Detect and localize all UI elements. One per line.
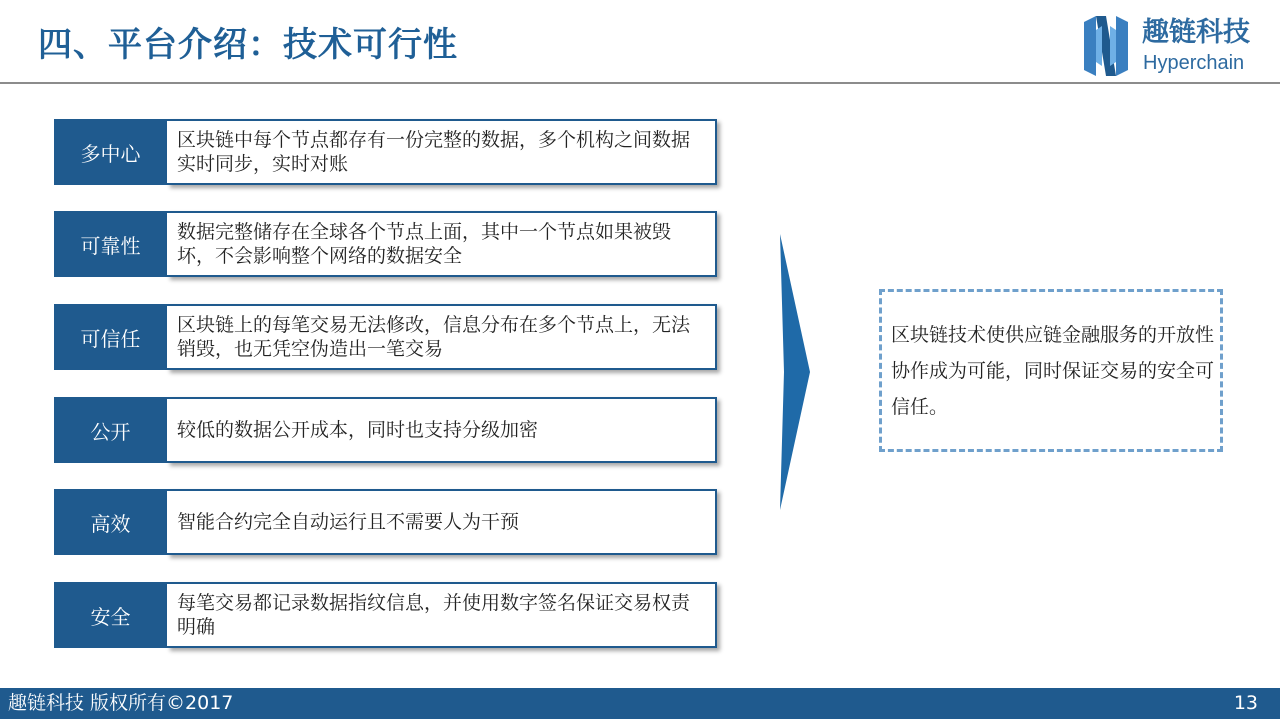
feature-row-public — [54, 397, 709, 463]
feature-description-box — [167, 304, 717, 370]
feature-row-efficiency — [54, 489, 709, 555]
feature-description: 区块链上的每笔交易无法修改，信息分布在多个节点上，无法销毁，也无凭空伪造出一笔交易 — [177, 314, 691, 360]
feature-label: 可靠性 — [54, 211, 167, 277]
feature-description-box — [167, 582, 717, 648]
feature-label: 高效 — [54, 489, 167, 555]
feature-description: 区块链中每个节点都存有一份完整的数据，多个机构之间数据实时同步，实时对账 — [177, 129, 691, 175]
feature-description: 每笔交易都记录数据指纹信息，并使用数字签名保证交易权责明确 — [177, 592, 691, 638]
feature-description-box — [167, 211, 717, 277]
feature-description-box — [167, 119, 717, 185]
chevron-right-icon — [780, 234, 810, 510]
logo-name-en: Hyperchain — [1143, 52, 1245, 74]
summary-text: 区块链技术使供应链金融服务的开放性协作成为可能，同时保证交易的安全可信任。 — [891, 323, 1215, 418]
footer-bar — [0, 688, 1280, 719]
slide-title: 四、平台介绍：技术可行性 — [38, 25, 458, 65]
company-logo — [1080, 14, 1270, 78]
feature-description: 较低的数据公开成本，同时也支持分级加密 — [177, 419, 539, 441]
hyperchain-logo-icon — [1080, 16, 1132, 76]
feature-label: 安全 — [54, 582, 167, 648]
feature-row-multicenter — [54, 119, 709, 185]
feature-description: 数据完整储存在全球各个节点上面，其中一个节点如果被毁坏，不会影响整个网络的数据安全 — [177, 221, 672, 267]
feature-label: 多中心 — [54, 119, 167, 185]
footer-copyright: 趣链科技 版权所有©2017 — [8, 692, 234, 714]
feature-row-security — [54, 582, 709, 648]
page-number: 13 — [1233, 692, 1258, 714]
feature-label: 可信任 — [54, 304, 167, 370]
title-divider — [0, 82, 1280, 84]
feature-row-trust — [54, 304, 709, 370]
feature-description-box — [167, 489, 717, 555]
logo-name-cn: 趣链科技 — [1142, 17, 1250, 48]
feature-description-box — [167, 397, 717, 463]
feature-description: 智能合约完全自动运行且不需要人为干预 — [177, 511, 520, 533]
feature-label: 公开 — [54, 397, 167, 463]
summary-box — [879, 289, 1223, 452]
feature-row-reliability — [54, 211, 709, 277]
